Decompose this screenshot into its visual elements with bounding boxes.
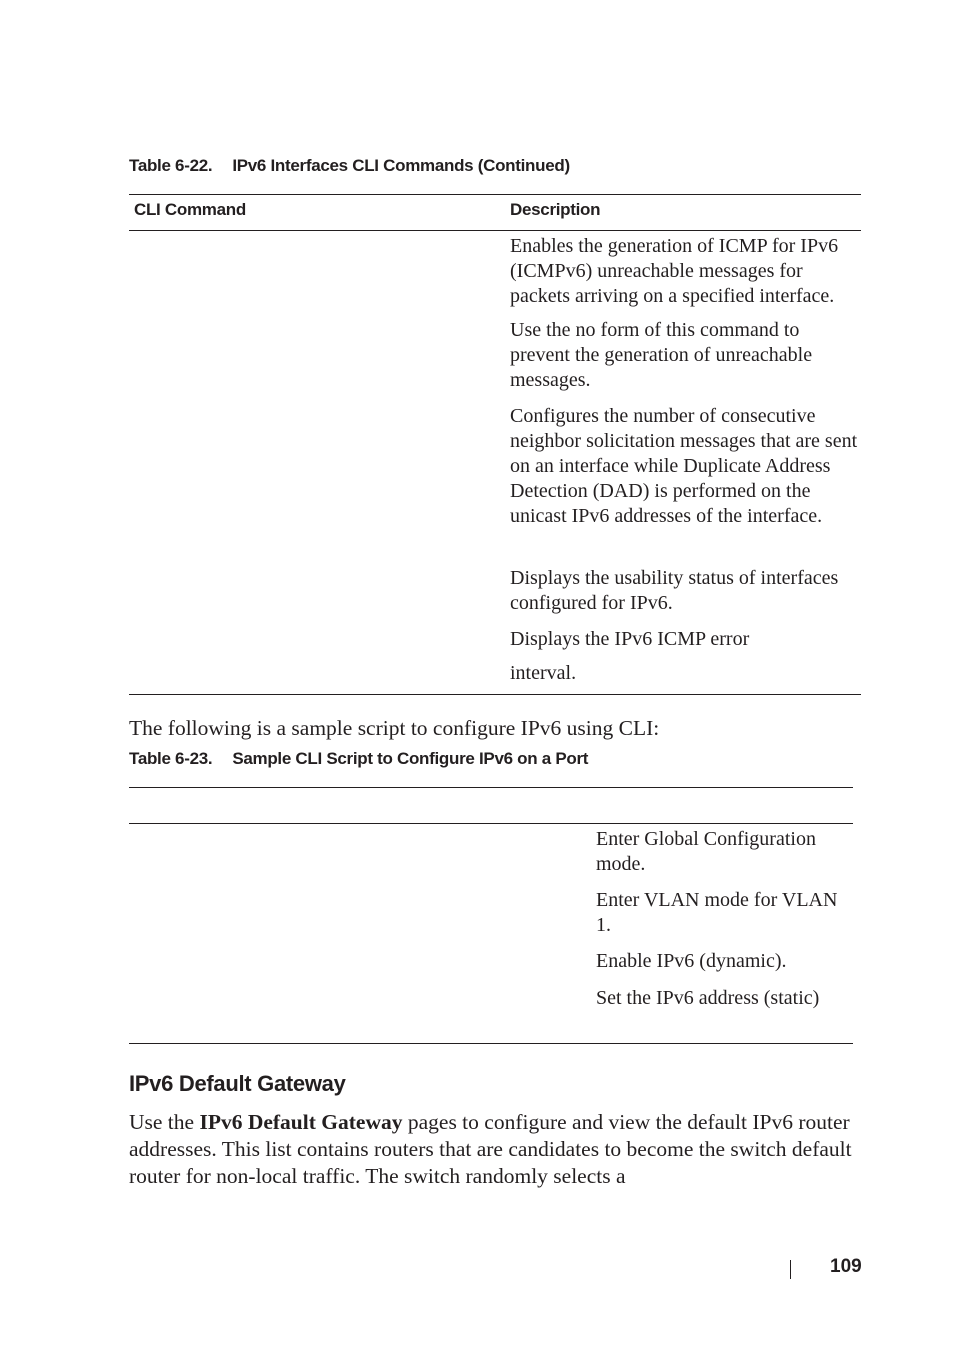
- description-cell: Displays the usability status of interfaces configured for IPv6.: [510, 567, 839, 614]
- column-header-cli-command: CLI Command: [134, 200, 246, 219]
- description-cell: Use the no form of this command to prevent the generation of unreachable messages.: [510, 319, 813, 391]
- table-bottom-rule: [129, 1043, 853, 1044]
- table-top-rule: [129, 194, 861, 195]
- description-cell: Enter VLAN mode for VLAN 1.: [596, 889, 838, 936]
- table-title: Sample CLI Script to Configure IPv6 on a Port: [232, 749, 589, 768]
- description-cell: Set the IPv6 address (static): [596, 987, 820, 1009]
- table-caption: [129, 749, 588, 769]
- paragraph-text: Use the: [129, 1110, 200, 1134]
- description-cell: Configures the number of consecutive neighbor solicitation messages that are sent on an interface while Duplicate Address Detection (DAD) is performed on the unicast IPv6 addresses of the interface.: [510, 405, 858, 527]
- description-cell: Enter Global Configuration mode.: [596, 828, 816, 875]
- table-number: Table 6-22.: [129, 156, 213, 175]
- description-cell: Enables the generation of ICMP for IPv6 (ICMPv6) unreachable messages for packets arriving on a specified interface.: [510, 235, 839, 307]
- footer-divider: [790, 1260, 791, 1279]
- description-cell: interval.: [510, 662, 577, 684]
- table-caption: [129, 156, 570, 176]
- description-cell: Enable IPv6 (dynamic).: [596, 950, 787, 972]
- page-number: 109: [830, 1256, 862, 1277]
- table-header-rule: [129, 823, 853, 824]
- intro-sentence: The following is a sample script to configure IPv6 using CLI:: [129, 716, 660, 740]
- paragraph-bold-text: IPv6 Default Gateway: [199, 1110, 403, 1134]
- table-number: Table 6-23.: [129, 749, 213, 768]
- table-title: IPv6 Interfaces CLI Commands (Continued): [232, 156, 570, 175]
- column-header-description: Description: [510, 200, 601, 219]
- table-header-rule: [129, 230, 861, 231]
- paragraph-text: pages to configure and view the default IPv6 router addresses. This list contains routers that are candidates to become the switch default router for non-local traffic. The switch randomly selects a: [129, 1110, 852, 1188]
- section-paragraph: [129, 1109, 859, 1190]
- table-bottom-rule: [129, 694, 861, 695]
- section-heading: IPv6 Default Gateway: [129, 1071, 346, 1096]
- table-top-rule: [129, 787, 853, 788]
- description-cell: Displays the IPv6 ICMP error: [510, 628, 750, 650]
